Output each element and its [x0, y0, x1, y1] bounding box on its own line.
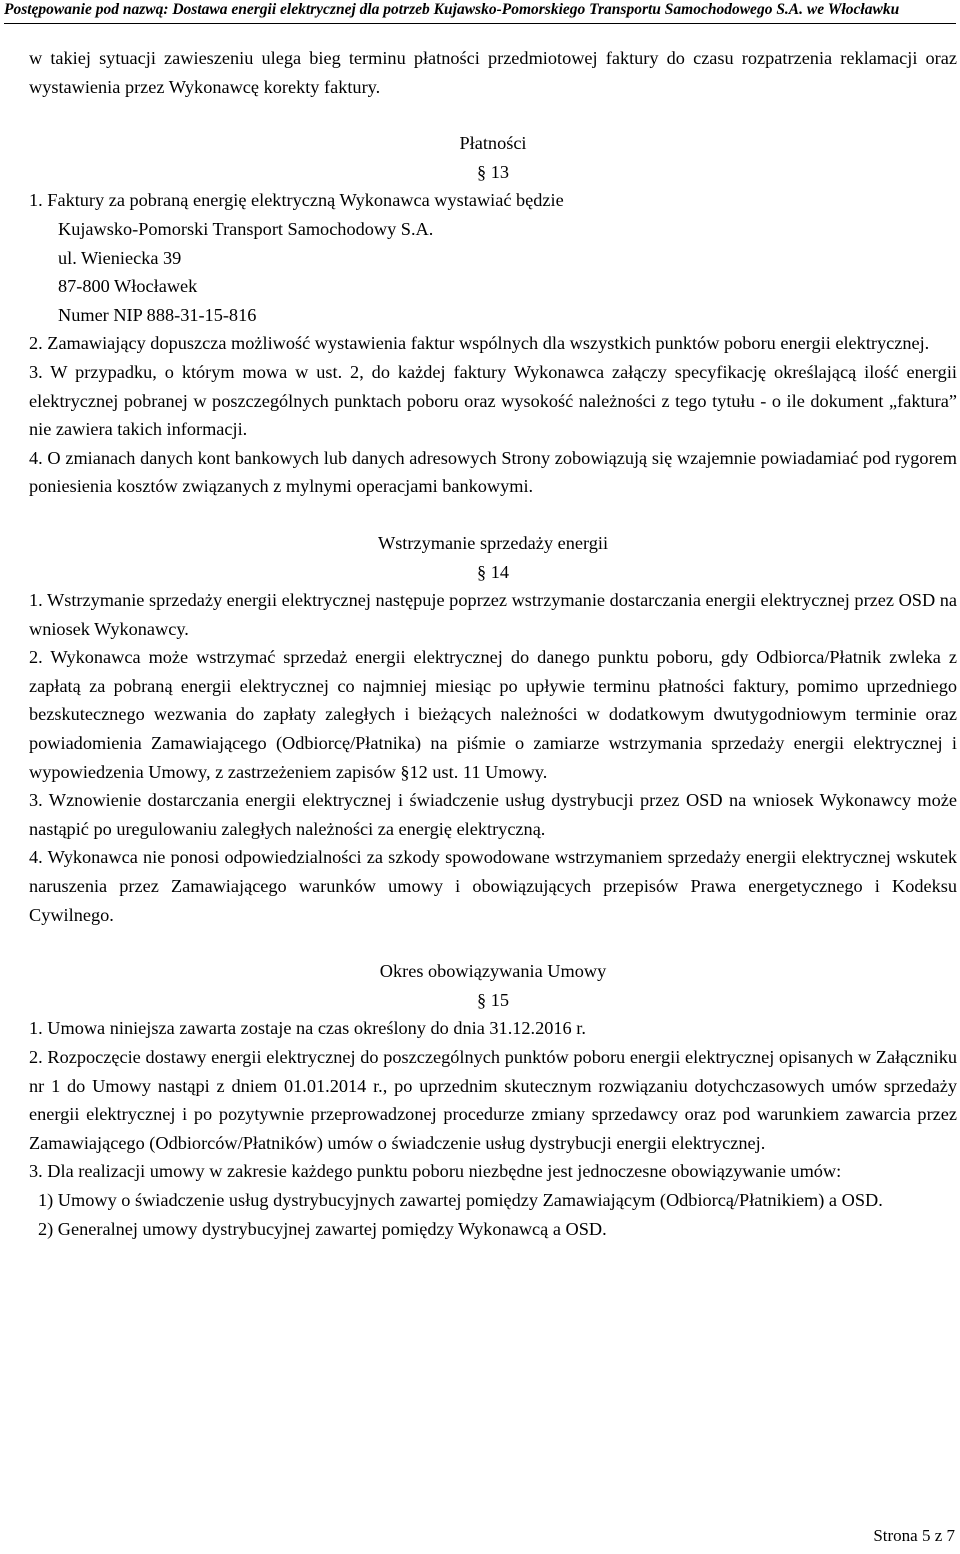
section-14-number: § 14: [477, 561, 509, 582]
s13-item-1-line-4: 87-800 Włocławek: [58, 276, 198, 297]
s15-item-2: 2. Rozpoczęcie dostawy energii elektrycznej do poszczególnych punktów poboru energii elektrycznej opisanych w Załączniku nr 1 do Umowy nastąpi z dniem 01.01.2014 r., po uprzednim skutecznym rozwiązaniu dotychczasowych umów sprzedaży energii elektrycznej i po pozytywnie przeprowadzonej procedurze zmiany sprzedawcy oraz pod warunkiem zawarcia przez Zamawiającego (Odbiorców/Płatników) umów o świadczenie usług dystrybucji energii elektrycznej.: [29, 1047, 957, 1153]
section-15-title: Okres obowiązywania Umowy: [379, 961, 607, 982]
s13-item-1-num: 1.: [29, 190, 48, 211]
page-number: Strona 5 z 7: [873, 1526, 955, 1545]
s14-item-4: 4. Wykonawca nie ponosi odpowiedzialności za szkody spowodowane wstrzymaniem sprzedaży energii elektrycznej wskutek naruszenia przez Zamawiającego warunków umowy i obowiązujących przepisów Prawa energetycznego i Kodeksu Cywilnego.: [29, 847, 957, 925]
s13-item-3: 3. W przypadku, o którym mowa w ust. 2, do każdej faktury Wykonawca załączy specyfikację określającą ilość energii elektrycznej pobranej w poszczególnych punktach poboru oraz wysokość należności z tego tytułu - o ile dokument „faktura” nie zawiera takich informacji.: [29, 361, 957, 440]
s13-item-1-line-5: Numer NIP 888-31-15-816: [58, 304, 257, 325]
s13-item-2: 2. Zamawiający dopuszcza możliwość wystawienia faktur wspólnych dla wszystkich punktów poboru energii elektrycznej.: [29, 333, 930, 354]
s15-sub-2: 2) Generalnej umowy dystrybucyjnej zawartej pomiędzy Wykonawcą a OSD.: [38, 1218, 607, 1239]
spacer: [29, 101, 957, 129]
page-header: Postępowanie pod nazwą: Dostawa energii elektrycznej dla potrzeb Kujawsko-Pomorskiego Transportu Samochodowego S.A. we Włocławku: [4, 1, 900, 18]
s13-item-1-line-3: ul. Wieniecka 39: [58, 247, 182, 268]
section-13-title: Płatności: [459, 133, 527, 154]
s14-item-2: 2. Wykonawca może wstrzymać sprzedaż energii elektrycznej do danego punktu poboru, gdy Odbiorca/Płatnik zwleka z zapłatą za pobraną energii elektrycznej co najmniej miesiąc po upływie terminu płatności faktury, pomimo uprzedniego bezskutecznego wezwania do zapłaty zaległych i bieżących należności w dodatkowym dwutygodniowym terminie oraz powiadomienia Zamawiającego (Odbiorcę/Płatnika) na piśmie o zamiarze wstrzymania sprzedaży energii elektrycznej i wypowiedzenia Umowy, z zastrzeżeniem zapisów §12 ust. 11 Umowy.: [29, 647, 957, 782]
intro-text: w takiej sytuacji zawieszeniu ulega bieg terminu płatności przedmiotowej faktury do czasu rozpatrzenia reklamacji oraz wystawienia przez Wykonawcę korekty faktury.: [29, 48, 957, 97]
s13-item-1: [29, 186, 957, 329]
s13-item-1-line-2: Kujawsko-Pomorski Transport Samochodowy S.A.: [58, 218, 434, 239]
s13-item-4: 4. O zmianach danych kont bankowych lub danych adresowych Strony zobowiązują się wzajemnie powiadamiać pod rygorem poniesienia kosztów związanych z mylnymi operacjami bankowymi.: [29, 447, 957, 497]
document-body: [29, 44, 957, 1243]
s14-item-1: 1. Wstrzymanie sprzedaży energii elektrycznej następuje poprzez wstrzymanie dostarczania energii elektrycznej przez OSD na wniosek Wykonawcy.: [29, 590, 957, 639]
section-14-title: Wstrzymanie sprzedaży energii: [377, 532, 609, 553]
intro-paragraph: [29, 44, 957, 101]
section-15-number: § 15: [477, 989, 509, 1010]
s13-item-1-line-1: Faktury za pobraną energię elektryczną Wykonawca wystawiać będzie: [47, 190, 564, 211]
s15-item-3: 3. Dla realizacji umowy w zakresie każdego punktu poboru niezbędne jest jednoczesne obowiązywanie umów:: [29, 1161, 842, 1182]
s14-item-3: 3. Wznowienie dostarczania energii elektrycznej i świadczenie usług dystrybucji przez OSD na wniosek Wykonawcy może nastąpić po uregulowaniu zaległych należności za energię elektryczną.: [29, 790, 957, 839]
s15-sub-1: 1) Umowy o świadczenie usług dystrybucyjnych zawartej pomiędzy Zamawiającym (Odbiorcą/Płatnikiem) a OSD.: [38, 1189, 883, 1210]
s15-item-1: 1. Umowa niniejsza zawarta zostaje na czas określony do dnia 31.12.2016 r.: [29, 1018, 586, 1039]
spacer: [29, 929, 957, 957]
section-13-number: § 13: [477, 161, 509, 182]
spacer: [29, 501, 957, 529]
header-divider: [4, 23, 956, 24]
